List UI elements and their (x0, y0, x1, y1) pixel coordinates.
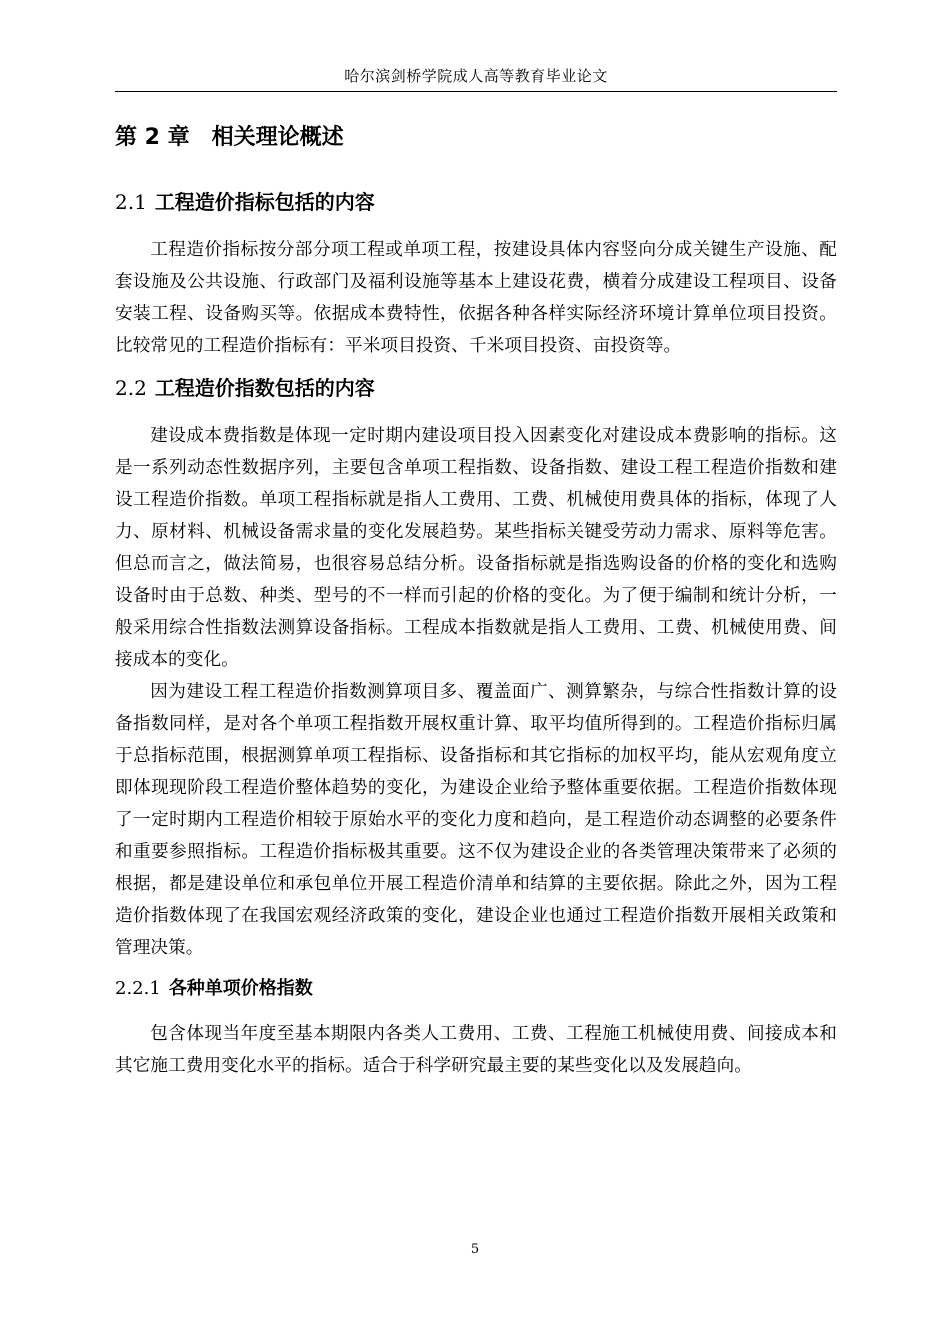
section-number: 2.1 (115, 190, 147, 214)
page-number: 5 (470, 1242, 480, 1257)
paragraph: 工程造价指标按分部分项工程或单项工程，按建设具体内容竖向分成关键生产设施、配套设施及公共设施、行政部门及福利设施等基本上建设花费，横着分成建设工程项目、设备安装工程、设备购买等。依据成本费特性，依据各种各样实际经济环境计算单位项目投资。比较常见的工程造价指标有：平米项目投资、千米项目投资、亩投资等。 (115, 240, 837, 356)
subsection-title-text: 各种单项价格指数 (168, 978, 313, 999)
header-divider (115, 91, 837, 92)
chapter-title: 第 2 章 相关理论概述 (115, 125, 344, 150)
section-number: 2.2 (115, 376, 147, 400)
running-header: 哈尔滨剑桥学院成人高等教育毕业论文 (344, 67, 608, 85)
section-heading-2-1 (115, 184, 837, 220)
subsection-number: 2.2.1 (115, 978, 161, 999)
paragraph: 建设成本费指数是体现一定时期内建设项目投入因素变化对建设成本费影响的指标。这是一系列动态性数据序列，主要包含单项工程指数、设备指数、建设工程工程造价指数和建设工程造价指数。单项工程指标就是指人工费用、工费、机械使用费具体的指标，体现了人力、原材料、机械设备需求量的变化发展趋势。某些指标关键受劳动力需求、原料等危害。但总而言之，做法简易，也很容易总结分析。设备指标就是指选购设备的价格的变化和选购设备时由于总数、种类、型号的不一样而引起的价格的变化。为了便于编制和统计分析，一般采用综合性指数法测算设备指标。工程成本指数就是指人工费用、工费、机械使用费、间接成本的变化。 (115, 426, 837, 670)
section-heading-2-2 (115, 370, 837, 406)
paragraph: 包含体现当年度至基本期限内各类人工费用、工费、工程施工机械使用费、间接成本和其它施工费用变化水平的指标。适合于科学研究最主要的某些变化以及发展趋向。 (115, 1024, 837, 1076)
page-body (115, 118, 837, 1082)
section-title-text: 工程造价指标包括的内容 (154, 190, 375, 214)
subsection-heading-2-2-1 (115, 972, 837, 1006)
section-title-text: 工程造价指数包括的内容 (154, 376, 375, 400)
paragraph: 因为建设工程工程造价指数测算项目多、覆盖面广、测算繁杂，与综合性指数计算的设备指数同样，是对各个单项工程指数开展权重计算、取平均值所得到的。工程造价指标归属于总指标范围，根据测算单项工程指标、设备指标和其它指标的加权平均，能从宏观角度立即体现现阶段工程造价整体趋势的变化，为建设企业给予整体重要依据。工程造价指数体现了一定时期内工程造价相较于原始水平的变化力度和趋向，是工程造价动态调整的必要条件和重要参照指标。工程造价指标极其重要。这不仅为建设企业的各类管理决策带来了必须的根据，都是建设单位和承包单位开展工程造价清单和结算的主要依据。除此之外，因为工程造价指数体现了在我国宏观经济政策的变化，建设企业也通过工程造价指数开展相关政策和管理决策。 (115, 682, 837, 958)
